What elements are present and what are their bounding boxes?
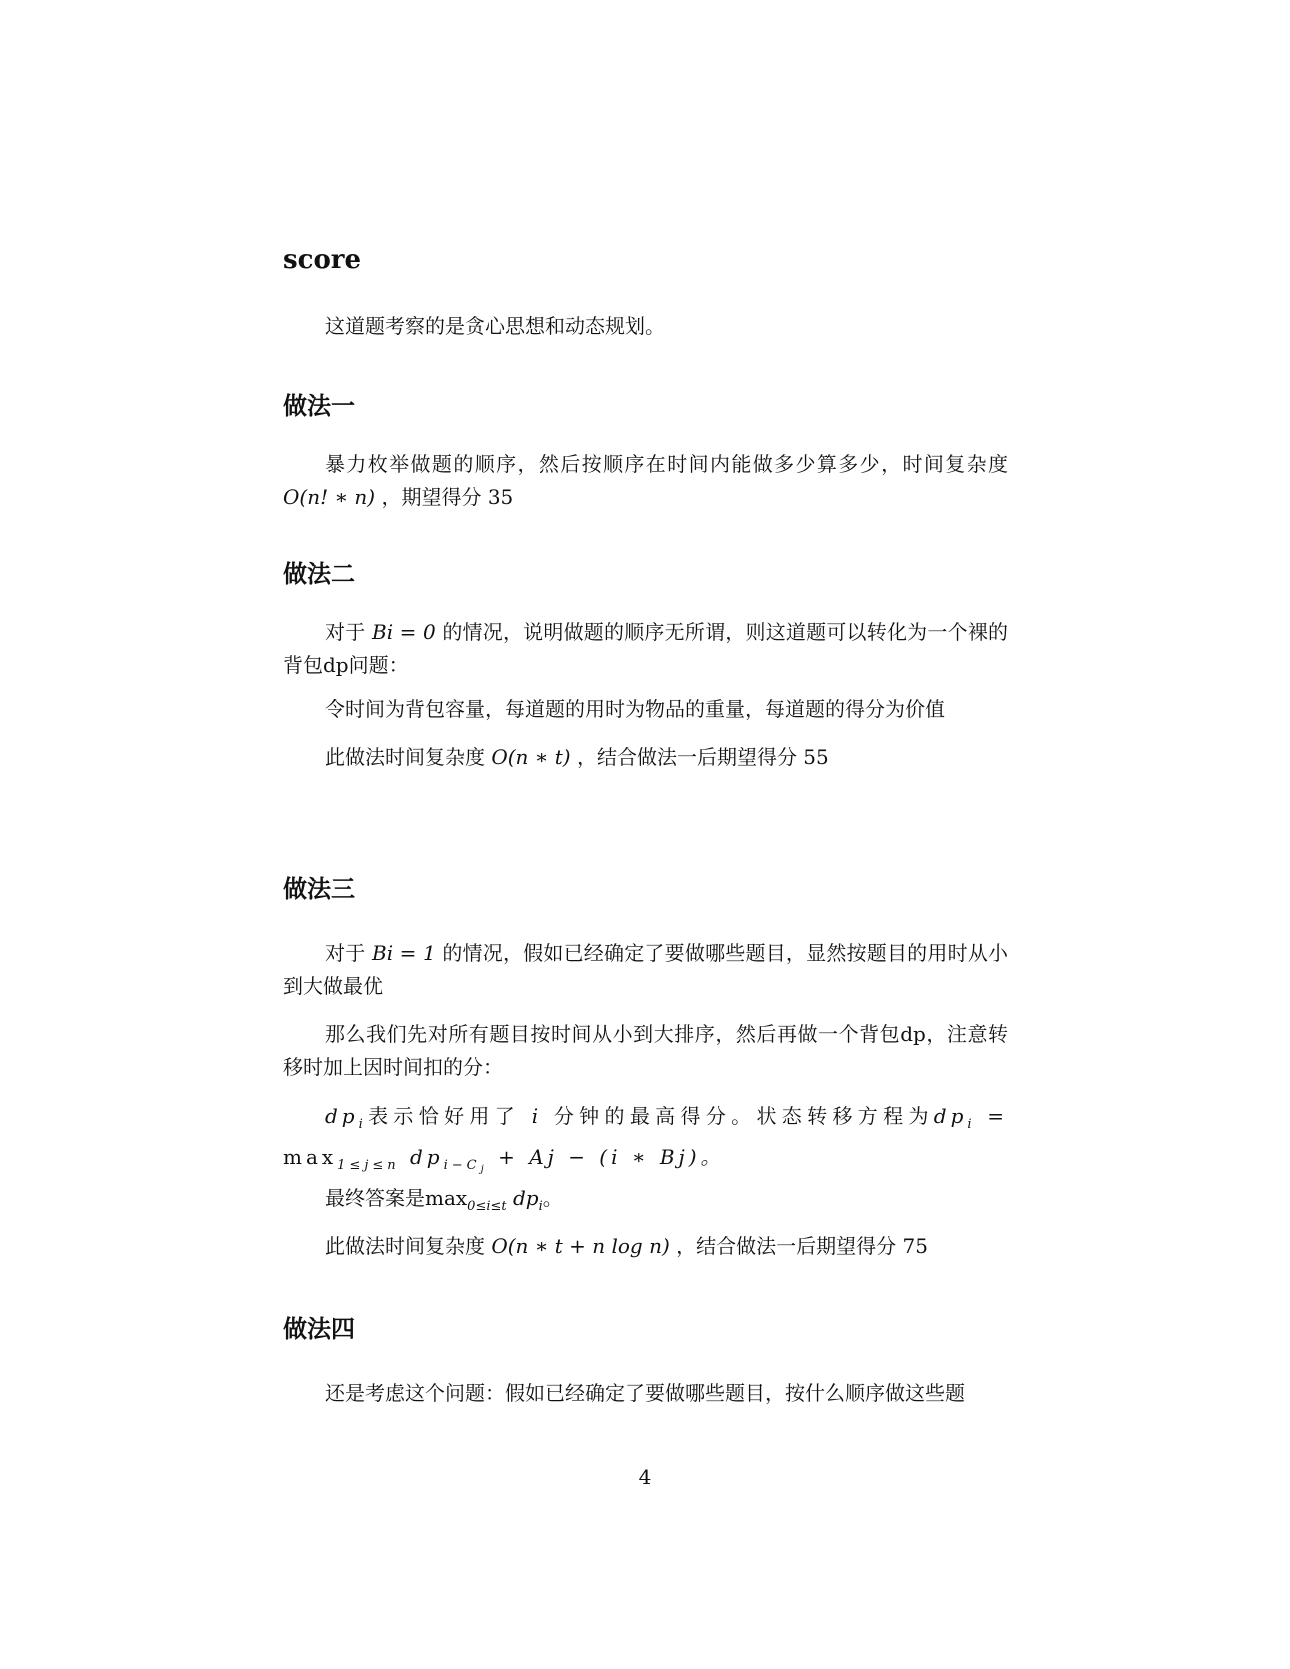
- s3-p4-text-a: 最终答案是: [325, 1186, 425, 1210]
- section-heading-4: 做法四: [283, 1315, 355, 1343]
- s1-complexity-math: O(n! ∗ n): [283, 485, 376, 509]
- s3-text-b: 的情况，假如已经确定了要做哪些题目，显然按题目的用时从小到大做最优: [283, 941, 1009, 998]
- document-title: score: [283, 245, 362, 275]
- dp-i-symbol: $dp_i$: [325, 1104, 367, 1132]
- s3-p5-text-b: ，结合做法一后期望得分 75: [676, 1234, 928, 1258]
- section-2-paragraph-2: 令时间为背包容量，每道题的用时为物品的重量，每道题的得分为价值: [325, 697, 945, 721]
- section-2-paragraph-1: [283, 616, 1008, 682]
- section-3-paragraph-1: [283, 937, 1008, 1003]
- dp-i-lhs: $dp_i$: [933, 1104, 976, 1132]
- s2-p3-text-b: ，结合做法一后期望得分 55: [576, 745, 829, 769]
- s2-complexity-math: O(n ∗ t): [491, 745, 571, 769]
- s3-text-a: 对于: [325, 941, 366, 965]
- section-3-paragraph-5: [283, 1230, 1008, 1263]
- section-heading-1: 做法一: [283, 392, 355, 420]
- intro-paragraph: 这道题考察的是贪心思想和动态规划。: [325, 314, 665, 338]
- section-4-paragraph-1: 还是考虑这个问题：假如已经确定了要做哪些题目，按什么顺序做这些题: [325, 1381, 965, 1405]
- section-heading-2: 做法二: [283, 560, 355, 588]
- s1-text-b: ，期望得分 35: [381, 485, 514, 509]
- answer-dp: $dp_i$: [512, 1186, 543, 1214]
- section-1-paragraph: [283, 448, 1008, 514]
- max-range-sub: 1≤j≤n: [337, 1158, 400, 1173]
- s1-text-a: 暴力枚举做题的顺序，然后按顺序在时间内能做多少算多少，时间复杂度: [325, 452, 1008, 476]
- s2-p3-text-a: 此做法时间复杂度: [325, 745, 485, 769]
- max-operator: max: [283, 1145, 338, 1169]
- i-symbol: i: [531, 1104, 543, 1128]
- dp-transition-term: $dp_{i-C_j}$: [410, 1145, 488, 1175]
- transition-rest: + Aj − (i ∗ Bj)。: [498, 1145, 725, 1169]
- answer-range-sub: 0≤i≤t: [467, 1199, 507, 1214]
- page-number: 4: [638, 1465, 652, 1489]
- section-heading-3: 做法三: [283, 875, 355, 903]
- s3-p5-text-a: 此做法时间复杂度: [325, 1234, 485, 1258]
- section-3-paragraph-4: 最终答案是$\max_{0\le i\le t} dp_i$。: [325, 1186, 563, 1214]
- s2-text-a: 对于: [325, 620, 366, 644]
- s3-p3-text-a: 表示恰好用了: [366, 1104, 521, 1128]
- s3-p3-text-b: 分钟的最高得分。状态转移方程为: [553, 1104, 934, 1128]
- s3-condition-math: Bi = 1: [372, 941, 436, 965]
- s3-complexity-math: O(n ∗ t + n log n): [491, 1234, 670, 1258]
- section-2-paragraph-3: [283, 741, 1008, 774]
- s2-text-b: 的情况，说明做题的顺序无所谓，则这道题可以转化为一个裸的背包dp问题：: [283, 620, 1009, 677]
- answer-max: max: [425, 1186, 468, 1210]
- s2-condition-math: Bi = 0: [372, 620, 436, 644]
- section-3-paragraph-3: $dp_i$表示恰好用了 i 分钟的最高得分。状态转移方程为$dp_i = \max_{1\le j\le n} dp_{i-C_j} + Aj - (i$ ∗ Bj)。: [283, 1104, 1009, 1175]
- section-3-paragraph-2: 那么我们先对所有题目按时间从小到大排序，然后再做一个背包dp，注意转移时加上因时间扣的分：: [283, 1022, 1008, 1079]
